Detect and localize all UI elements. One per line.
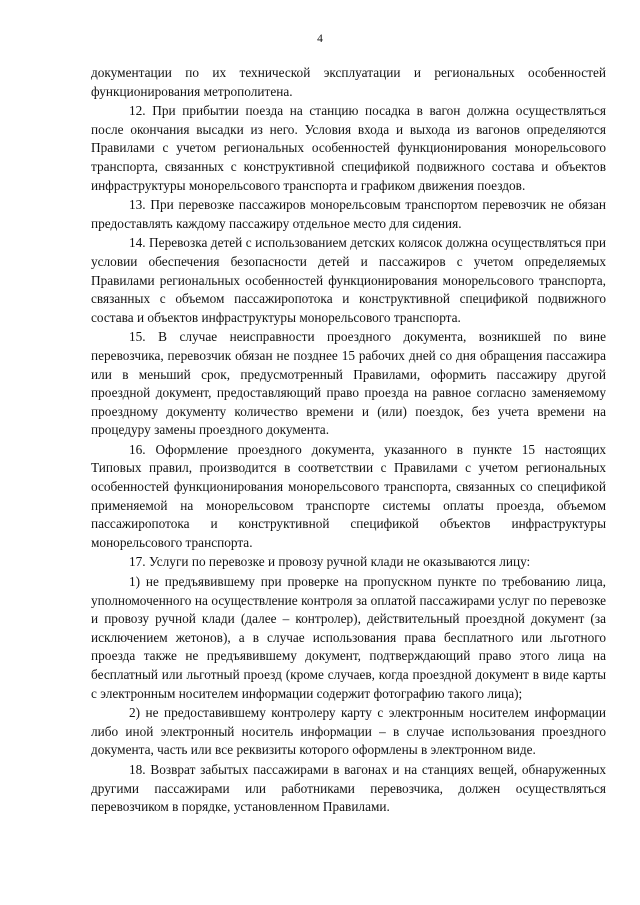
- paragraph-15: 15. В случае неисправности проездного документа, возникшей по вине перевозчика, перевозчик обязан не позднее 15 рабочих дней со дня обращения пассажира или в меньший срок, предусмотренный Правилами, оформить пассажиру другой проездной документ, предоставляющий право проезда на равное согласно заменяемому проездному документу количество времени и (или) поездок, без учета времени на процедуру замены проездного документа.: [91, 329, 606, 438]
- paragraph-17-item-1: 1) не предъявившему при проверке на пропускном пункте по требованию лица, уполномоченного на осуществление контроля за оплатой пассажирами услуг по перевозке и провозу ручной клади (далее – контролер), действительный проездной документ (за исключением жетонов), а в случае использования права бесплатного или льготного проезда также не предъявившему документ, подтверждающий право этого лица на бесплатный или льготный проезд (кроме случаев, когда проездной документ в виде карты с электронным носителем информации содержит фотографию такого лица);: [91, 574, 606, 701]
- paragraph-17-item-2: 2) не предоставившему контролеру карту с электронным носителем информации либо иной электронный носитель информации – в случае использования проездного документа, часть или все реквизиты которого оформлены в электронном виде.: [91, 705, 606, 758]
- paragraph-12: 12. При прибытии поезда на станцию посадка в вагон должна осуществляться после окончания высадки из него. Условия входа и выхода из вагонов определяются Правилами с учетом региональных особенностей функционирования монорельсового транспорта, связанных с конструктивной спецификой подвижного состава и объектов инфраструктуры монорельсового транспорта и графиком движения поездов.: [91, 103, 606, 193]
- paragraph-14: 14. Перевозка детей с использованием детских колясок должна осуществляться при условии обеспечения безопасности детей и пассажиров с учетом определяемых Правилами региональных особенностей функционирования монорельсового транспорта, связанных с объемом пассажиропотока и конструктивной спецификой подвижного состава и объектов инфраструктуры монорельсового транспорта.: [91, 235, 606, 325]
- paragraph-18: 18. Возврат забытых пассажирами в вагонах и на станциях вещей, обнаруженных другими пассажирами или работниками перевозчика, должен осуществляться перевозчиком в порядке, установленном Правилами.: [91, 761, 606, 815]
- document-body: [91, 64, 606, 817]
- paragraph-continuation: документации по их технической эксплуатации и региональных особенностей функционирования метрополитена.: [91, 65, 606, 99]
- paragraph-17: 17. Услуги по перевозке и провозу ручной клади не оказываются лицу:: [129, 554, 531, 570]
- page-number: 4: [317, 33, 323, 45]
- paragraph-16: 16. Оформление проездного документа, указанного в пункте 15 настоящих Типовых правил, производится в соответствии с Правилами с учетом региональных особенностей функционирования монорельсового транспорта, связанных со спецификой применяемой на монорельсовом транспорте системы оплаты проезда, объемом пассажиропотока и конструктивной спецификой объектов инфраструктуры монорельсового транспорта.: [91, 441, 606, 550]
- paragraph-13: 13. При перевозке пассажиров монорельсовым транспортом перевозчик не обязан предоставлять каждому пассажиру отдельное место для сидения.: [91, 197, 606, 231]
